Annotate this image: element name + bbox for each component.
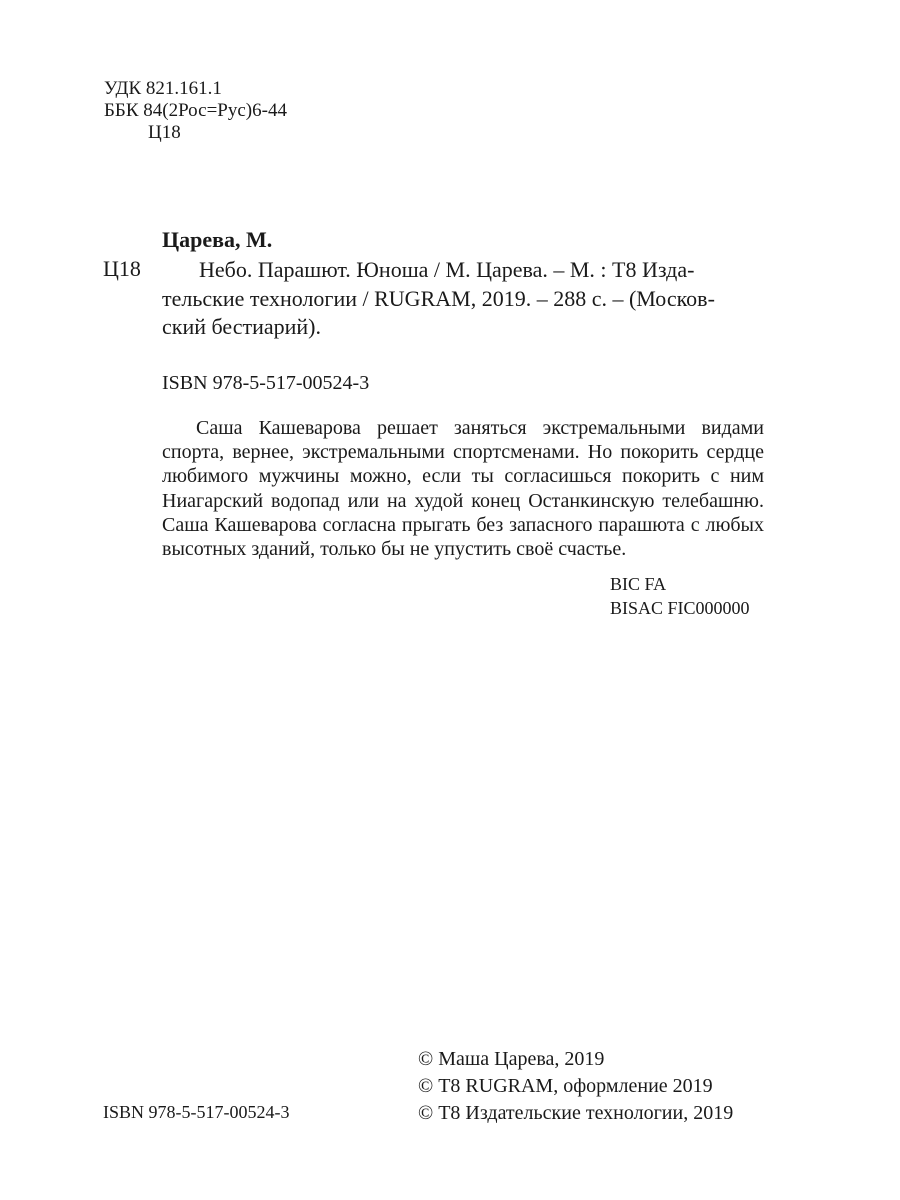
udk-code: УДК 821.161.1 <box>104 78 222 99</box>
author-heading: Царева, М. <box>162 227 273 252</box>
author-sign-code: Ц18 <box>148 122 181 143</box>
copyright-line: © Т8 Издательские технологии, 2019 <box>418 1102 734 1124</box>
isbn: ISBN 978-5-517-00524-3 <box>162 372 370 394</box>
annotation: Саша Кашеварова решает заняться экстремальными видами спорта, вернее, экстремальными спортсменами. Но покорить сердце любимого мужчины можно, если ты согласишься покорить с ним Ниагарский водопад или на худой конец Останкинскую телебашню. Саша Кашеварова согласна прыгать без запасного парашюта с любых высотных зданий, только бы не упустить своё счастье. <box>162 417 764 561</box>
bisac-code: BISAC FIC000000 <box>610 598 750 618</box>
bic-code: BIC FA <box>610 574 667 594</box>
biblio-line: ский бестиарий). <box>162 314 322 339</box>
bibliographic-description <box>162 256 762 342</box>
copyright-block <box>418 1046 733 1127</box>
copyright-line: © Т8 RUGRAM, оформление 2019 <box>418 1075 713 1097</box>
classification-codes <box>104 78 287 144</box>
biblio-line: Небо. Парашют. Юноша / М. Царева. – М. : Т8 Изда- <box>199 257 695 282</box>
bbk-code: ББК 84(2Рос=Рус)6-44 <box>104 100 287 121</box>
isbn-bottom: ISBN 978-5-517-00524-3 <box>103 1102 290 1122</box>
subject-classification <box>610 572 750 620</box>
author-mark: Ц18 <box>103 256 141 281</box>
biblio-line: тельские технологии / RUGRAM, 2019. – 288 с. – (Москов- <box>162 285 715 311</box>
copyright-line: © Маша Царева, 2019 <box>418 1048 605 1070</box>
